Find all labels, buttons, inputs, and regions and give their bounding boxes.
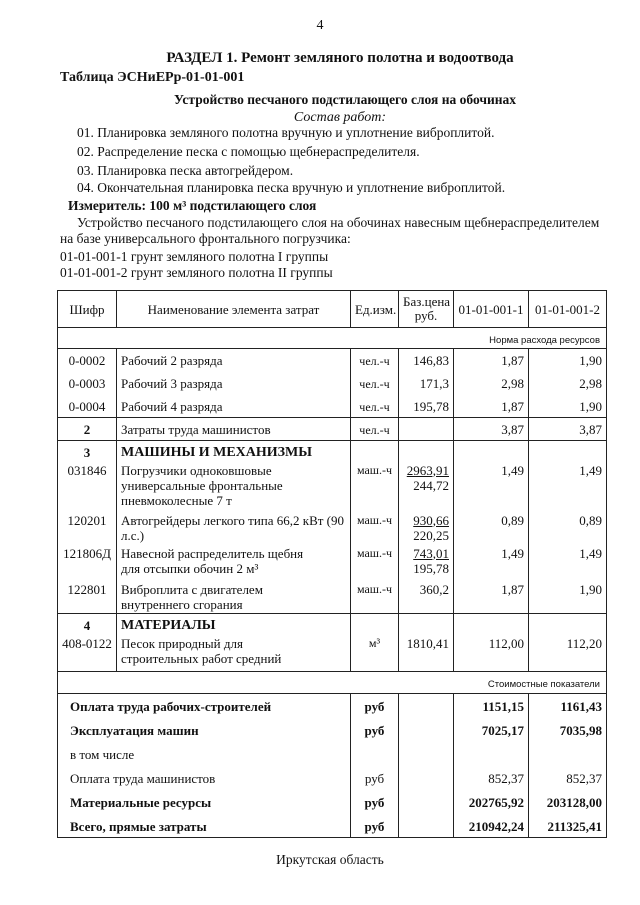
table-code: Таблица ЭСНиЕРр-01-01-001 bbox=[60, 70, 245, 85]
work-step: 03. Планировка песка автогрейдером. bbox=[77, 163, 294, 178]
table-row: 121806Д Навесной распределитель щебня для отсыпки обочин 2 м³ маш.-ч 743,01 195,78 1,49 1,49 bbox=[58, 546, 607, 582]
variant-line: 01-01-001-2 грунт земляного полотна II группы bbox=[60, 265, 333, 280]
table-header-row bbox=[58, 291, 607, 328]
table-row: 120201 Автогрейдеры легкого типа 66,2 кВт (90 л.с.) маш.-ч 930,66 220,25 0,89 0,89 bbox=[58, 513, 607, 546]
table-row: 0-0003 Рабочий 3 разряда чел.-ч 171,3 2,98 2,98 bbox=[58, 372, 607, 395]
resource-table bbox=[57, 290, 607, 838]
cost-label: Стоимостные показатели bbox=[58, 672, 607, 694]
cost-row: Материальные ресурсы руб 202765,92 203128,00 bbox=[58, 790, 607, 814]
header-price: Баз.цена руб. bbox=[399, 291, 454, 328]
variant-line: 01-01-001-1 грунт земляного полотна I группы bbox=[60, 249, 329, 264]
table-row: 0-0002 Рабочий 2 разряда чел.-ч 146,83 1,87 1,90 bbox=[58, 349, 607, 372]
work-step: 04. Окончательная планировка песка вручную и уплотнение виброплитой. bbox=[77, 180, 506, 195]
work-step: 02. Распределение песка с помощью щебнераспределителя. bbox=[77, 144, 420, 159]
subtitle: Устройство песчаного подстилающего слоя на обочинах bbox=[173, 92, 517, 107]
table-row: 408-0122 Песок природный для строительных работ средний м³ 1810,41 112,00 112,20 bbox=[58, 636, 607, 672]
cost-row: Эксплуатация машин руб 7025,17 7035,98 bbox=[58, 718, 607, 742]
header-code: Шифр bbox=[58, 291, 117, 328]
table-row: 122801 Виброплита с двигателем внутреннего сгорания маш.-ч 360,2 1,87 1,90 bbox=[58, 582, 607, 614]
machines-header-row: 3 МАШИНЫ И МЕХАНИЗМЫ bbox=[58, 441, 607, 463]
cost-row: в том числе bbox=[58, 742, 607, 766]
header-v2: 01-01-001-2 bbox=[529, 291, 607, 328]
section-title: РАЗДЕЛ 1. Ремонт земляного полотна и водоотвода bbox=[166, 50, 514, 66]
header-name: Наименование элемента затрат bbox=[117, 291, 351, 328]
table-row: 031846 Погрузчики одноковшовые универсальные фронтальные пневмоколесные 7 т маш.-ч 2963,91 244,72 1,49 1,49 bbox=[58, 463, 607, 513]
operators-row: 2 Затраты труда машинистов чел.-ч 3,87 3,87 bbox=[58, 418, 607, 441]
header-unit: Ед.изм. bbox=[351, 291, 399, 328]
work-step: 01. Планировка земляного полотна вручную и уплотнение виброплитой. bbox=[77, 125, 495, 140]
measure-block bbox=[60, 197, 610, 281]
cost-row: Оплата труда рабочих-строителей руб 1151,15 1161,43 bbox=[58, 694, 607, 718]
norm-label: Норма расхода ресурсов bbox=[58, 328, 607, 349]
page-number: 4 bbox=[316, 18, 324, 33]
cost-row: Всего, прямые затраты руб 210942,24 211325,41 bbox=[58, 814, 607, 838]
composition-label: Состав работ: bbox=[293, 110, 387, 125]
header-v1: 01-01-001-1 bbox=[454, 291, 529, 328]
footer-region: Иркутская область bbox=[276, 852, 384, 867]
table-row: 0-0004 Рабочий 4 разряда чел.-ч 195,78 1,87 1,90 bbox=[58, 395, 607, 418]
materials-header-row: 4 МАТЕРИАЛЫ bbox=[58, 614, 607, 636]
description: Устройство песчаного подстилающего слоя на обочинах навесным щебнераспределителем на базе универсального фронтального погрузчика: bbox=[60, 215, 600, 246]
measure-unit: Измеритель: 100 м³ подстилающего слоя bbox=[68, 198, 317, 213]
cost-row: Оплата труда машинистов руб 852,37 852,37 bbox=[58, 766, 607, 790]
